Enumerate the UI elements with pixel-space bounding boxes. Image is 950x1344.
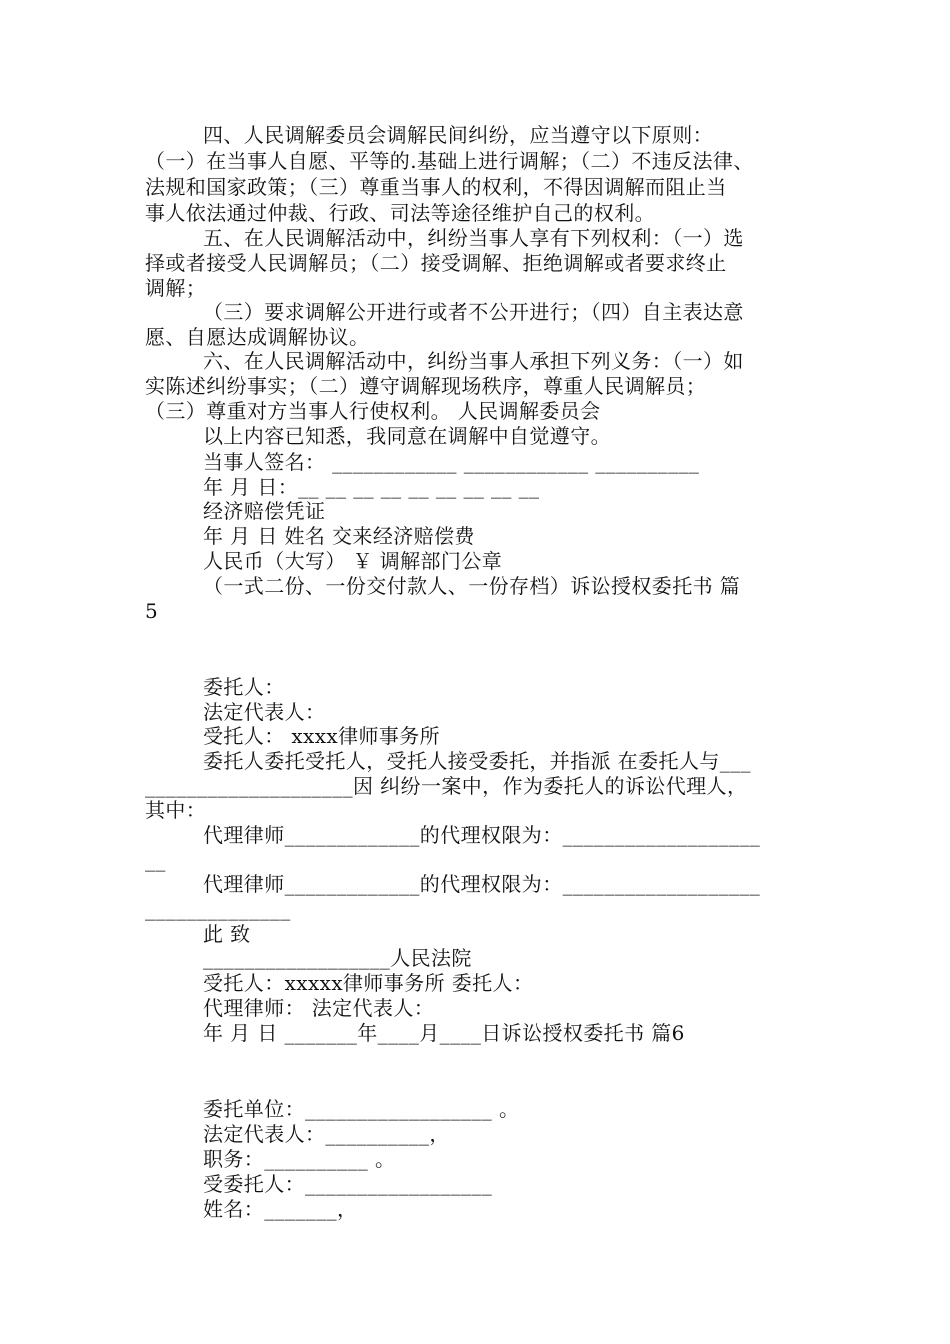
paragraph-line: 事人依法通过仲裁、行政、司法等途径维护自己的权利。 bbox=[145, 201, 655, 225]
paragraph-line: 代理律师： 法定代表人： bbox=[203, 996, 435, 1020]
paragraph-line: 年 月 日 姓名 交来经济赔偿费 bbox=[203, 524, 475, 548]
date-line: 年 月 日：__ __ __ __ __ __ __ __ __ bbox=[203, 475, 540, 499]
paragraph-line: 择或者接受人民调解员；（二）接受调解、拒绝调解或者要求终止 bbox=[145, 251, 727, 275]
paragraph-line: 法规和国家政策；（三）尊重当事人的权利，不得因调解而阻止当 bbox=[145, 175, 727, 199]
paragraph-line: （一）在当事人自愿、平等的.基础上进行调解；（二）不违反法律、 bbox=[145, 149, 754, 173]
paragraph-line: 以上内容已知悉，我同意在调解中自觉遵守。 bbox=[203, 424, 611, 448]
paragraph-line: 委托单位：__________________ 。 bbox=[203, 1097, 520, 1121]
paragraph-line: 人民币（大写） ￥ 调解部门公章 bbox=[203, 549, 503, 573]
paragraph-line: 愿、自愿达成调解协议。 bbox=[145, 325, 370, 349]
signature-line: 当事人签名： ____________ ____________ __________ bbox=[203, 450, 700, 474]
paragraph-line: 法定代表人： bbox=[203, 700, 326, 724]
paragraph-line: ______________ bbox=[145, 897, 291, 921]
paragraph-line: 四、人民调解委员会调解民间纠纷，应当遵守以下原则： bbox=[203, 123, 713, 147]
paragraph-line: 此 致 bbox=[203, 922, 251, 946]
paragraph-line: 委托人委托受托人，受托人接受委托，并指派 在委托人与___ bbox=[203, 749, 751, 773]
paragraph-line: 5 bbox=[145, 599, 159, 623]
paragraph-line: __ bbox=[145, 848, 166, 872]
paragraph-line: （三）尊重对方当事人行使权利。 人民调解委员会 bbox=[145, 399, 601, 423]
paragraph-line: 法定代表人：__________， bbox=[203, 1122, 450, 1146]
paragraph-line: 委托人： bbox=[203, 675, 285, 699]
paragraph-line: 六、在人民调解活动中，纠纷当事人承担下列义务：（一）如 bbox=[203, 349, 744, 373]
paragraph-line: 调解； bbox=[145, 276, 207, 300]
paragraph-line: 姓名：_______， bbox=[203, 1197, 358, 1221]
paragraph-line: （三）要求调解公开进行或者不公开进行；（四）自主表达意 bbox=[203, 300, 744, 324]
paragraph-line: （一式二份、一份交付款人、一份存档）诉讼授权委托书 篇 bbox=[203, 574, 741, 598]
paragraph-line: 五、在人民调解活动中，纠纷当事人享有下列权利：（一）选 bbox=[203, 226, 744, 250]
paragraph-line: 受托人：xxxxx律师事务所 委托人： bbox=[203, 971, 534, 995]
paragraph-line: __________________人民法院 bbox=[203, 946, 472, 970]
paragraph-line: 年 月 日 _______年____月____日诉讼授权委托书 篇6 bbox=[203, 1021, 685, 1045]
paragraph-line: 受托人： xxxx律师事务所 bbox=[203, 724, 441, 748]
paragraph-line: 代理律师_____________的代理权限为：___________________ bbox=[203, 872, 761, 896]
paragraph-line: 其中： bbox=[145, 798, 207, 822]
paragraph-line: 职务：__________ 。 bbox=[203, 1147, 396, 1171]
paragraph-line: 实陈述纠纷事实；（二）遵守调解现场秩序，尊重人民调解员； bbox=[145, 374, 707, 398]
paragraph-line: 代理律师_____________的代理权限为：___________________ bbox=[203, 823, 761, 847]
section-heading: 经济赔偿凭证 bbox=[203, 499, 326, 523]
paragraph-line: 受委托人：__________________ bbox=[203, 1172, 493, 1196]
paragraph-line: ____________________因 纠纷一案中，作为委托人的诉讼代理人， bbox=[145, 774, 748, 798]
